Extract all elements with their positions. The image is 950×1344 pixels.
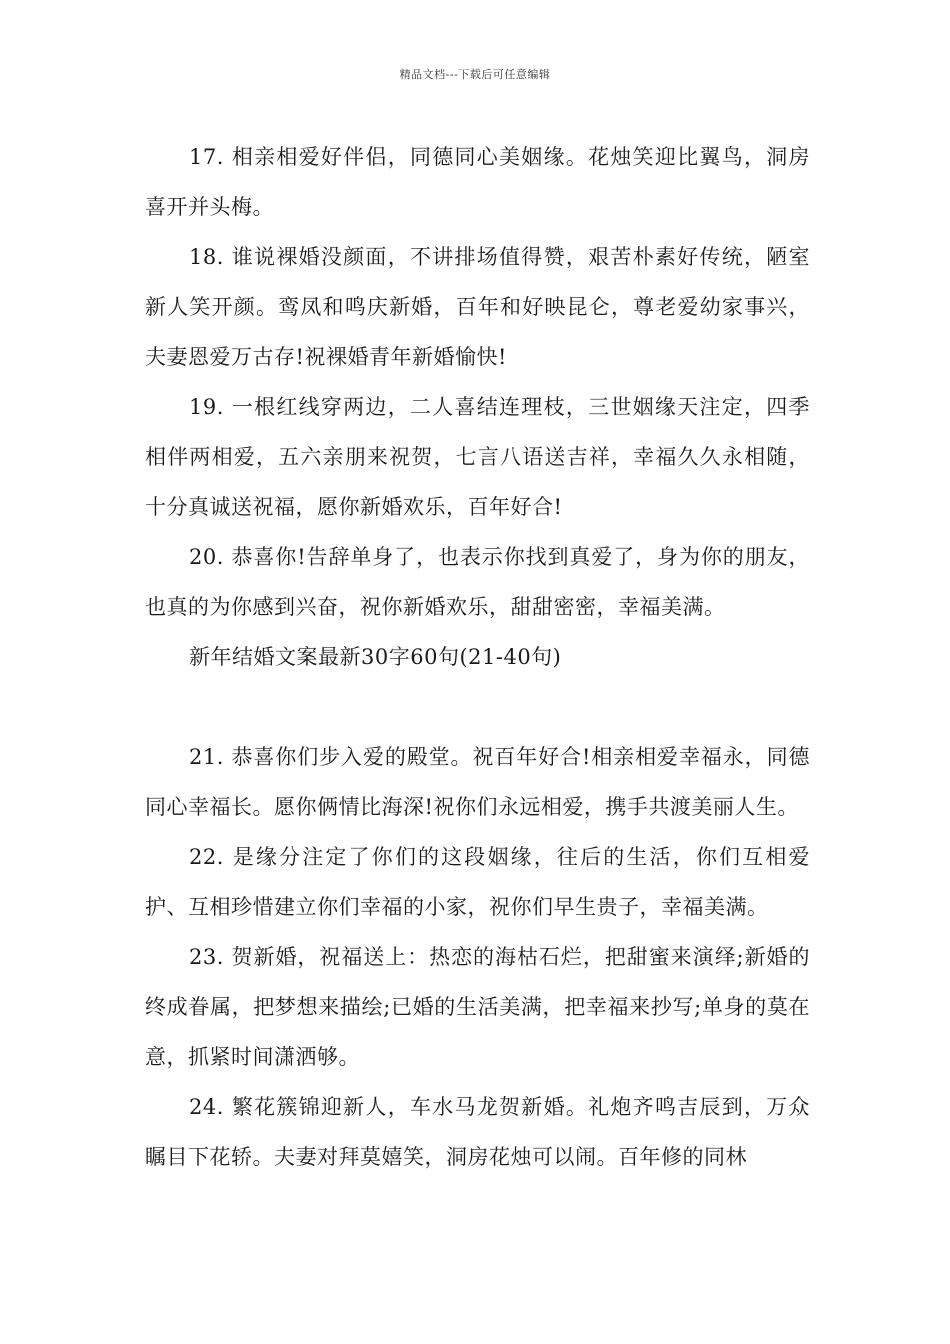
paragraph-18: 18. 谁说裸婚没颜面，不讲排场值得赞，艰苦朴素好传统，陋室新人笑开颜。鸾凤和鸣庆新婚，百年和好映昆仑，尊老爱幼家事兴，夫妻恩爱万古存!祝裸婚青年新婚愉快! — [145, 245, 810, 369]
paragraph-24: 24. 繁花簇锦迎新人，车水马龙贺新婚。礼炮齐鸣吉辰到，万众瞩目下花轿。夫妻对拜莫嬉笑，洞房花烛可以闹。百年修的同林 — [145, 1095, 810, 1169]
document-body — [145, 132, 810, 1182]
paragraph-17: 17. 相亲相爱好伴侣，同德同心美姻缘。花烛笑迎比翼鸟，洞房喜开并头梅。 — [145, 145, 810, 219]
paragraph-22: 22. 是缘分注定了你们的这段姻缘，往后的生活，你们互相爱护、互相珍惜建立你们幸福的小家，祝你们早生贵子，幸福美满。 — [145, 845, 810, 919]
section-spacer — [145, 682, 810, 732]
section-heading: 新年结婚文案最新30字60句(21-40句) — [189, 645, 562, 669]
paragraph-23: 23. 贺新婚，祝福送上：热恋的海枯石烂，把甜蜜来演绎;新婚的终成眷属，把梦想来描绘;已婚的生活美满，把幸福来抄写;单身的莫在意，抓紧时间潇洒够。 — [145, 945, 810, 1069]
page-header: 精品文档---下载后可任意编辑 — [399, 68, 551, 81]
paragraph-19: 19. 一根红线穿两边，二人喜结连理枝，三世姻缘天注定，四季相伴两相爱，五六亲朋来祝贺，七言八语送吉祥，幸福久久永相随，十分真诚送祝福，愿你新婚欢乐，百年好合! — [145, 395, 810, 519]
paragraph-20: 20. 恭喜你!告辞单身了，也表示你找到真爱了，身为你的朋友，也真的为你感到兴奋，祝你新婚欢乐，甜甜密密，幸福美满。 — [145, 545, 810, 619]
paragraph-21: 21. 恭喜你们步入爱的殿堂。祝百年好合!相亲相爱幸福永，同德同心幸福长。愿你俩情比海深!祝你们永远相爱，携手共渡美丽人生。 — [145, 745, 810, 819]
